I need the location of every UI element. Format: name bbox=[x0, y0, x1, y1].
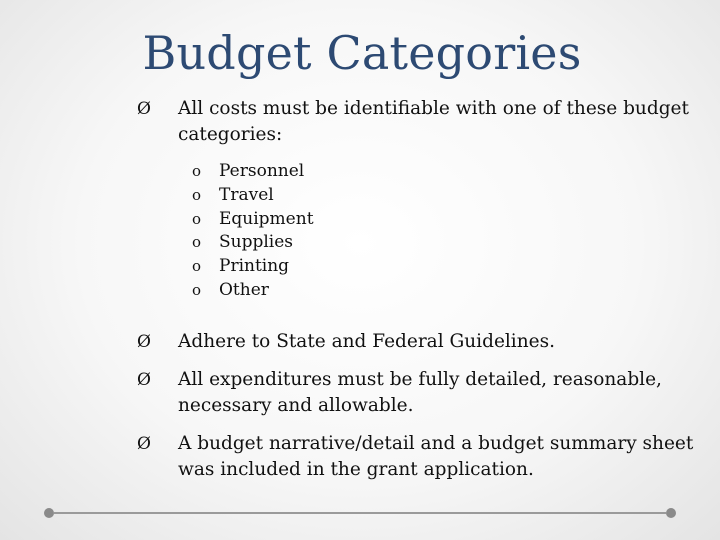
list-item-text: Other bbox=[219, 279, 269, 300]
bullet-budget-categories bbox=[137, 96, 702, 303]
list-item bbox=[178, 279, 702, 303]
arrow-bullet-icon: Ø bbox=[137, 331, 151, 352]
bullet-narrative bbox=[137, 431, 702, 483]
arrow-bullet-icon: Ø bbox=[137, 99, 151, 119]
list-item-text: Personnel bbox=[219, 161, 305, 181]
list-item-text: Supplies bbox=[219, 232, 294, 253]
category-list bbox=[178, 160, 702, 303]
footer-right-dot bbox=[666, 508, 676, 518]
list-item bbox=[178, 184, 702, 208]
footer-left-dot bbox=[44, 508, 54, 518]
circle-bullet-icon: o bbox=[192, 233, 202, 252]
slide-body bbox=[137, 96, 702, 483]
bullet-text: All costs must be identifiable with one of these budget categories: bbox=[178, 98, 689, 145]
circle-bullet-icon: o bbox=[192, 162, 202, 180]
bullet-text: Adhere to State and Federal Guidelines. bbox=[178, 330, 555, 352]
arrow-bullet-icon: Ø bbox=[137, 369, 151, 390]
list-item-text: Travel bbox=[219, 184, 274, 205]
bullet-text: A budget narrative/detail and a budget summary sheet was included in the grant application. bbox=[178, 432, 694, 480]
circle-bullet-icon: o bbox=[192, 185, 202, 204]
circle-bullet-icon: o bbox=[192, 209, 202, 228]
list-item bbox=[178, 255, 702, 279]
bullet-guidelines bbox=[137, 329, 702, 355]
list-item bbox=[178, 208, 702, 232]
circle-bullet-icon: o bbox=[192, 280, 202, 299]
bullet-expenditures bbox=[137, 367, 702, 419]
bullet-text: All expenditures must be fully detailed, reasonable, necessary and allowable. bbox=[178, 368, 662, 416]
list-item-text: Printing bbox=[219, 256, 290, 277]
slide-title: Budget Categories bbox=[142, 26, 582, 80]
list-item bbox=[178, 231, 702, 255]
list-item bbox=[178, 160, 702, 184]
arrow-bullet-icon: Ø bbox=[137, 433, 151, 454]
circle-bullet-icon: o bbox=[192, 257, 202, 276]
footer-divider-line bbox=[54, 512, 666, 514]
list-item-text: Equipment bbox=[219, 208, 314, 229]
